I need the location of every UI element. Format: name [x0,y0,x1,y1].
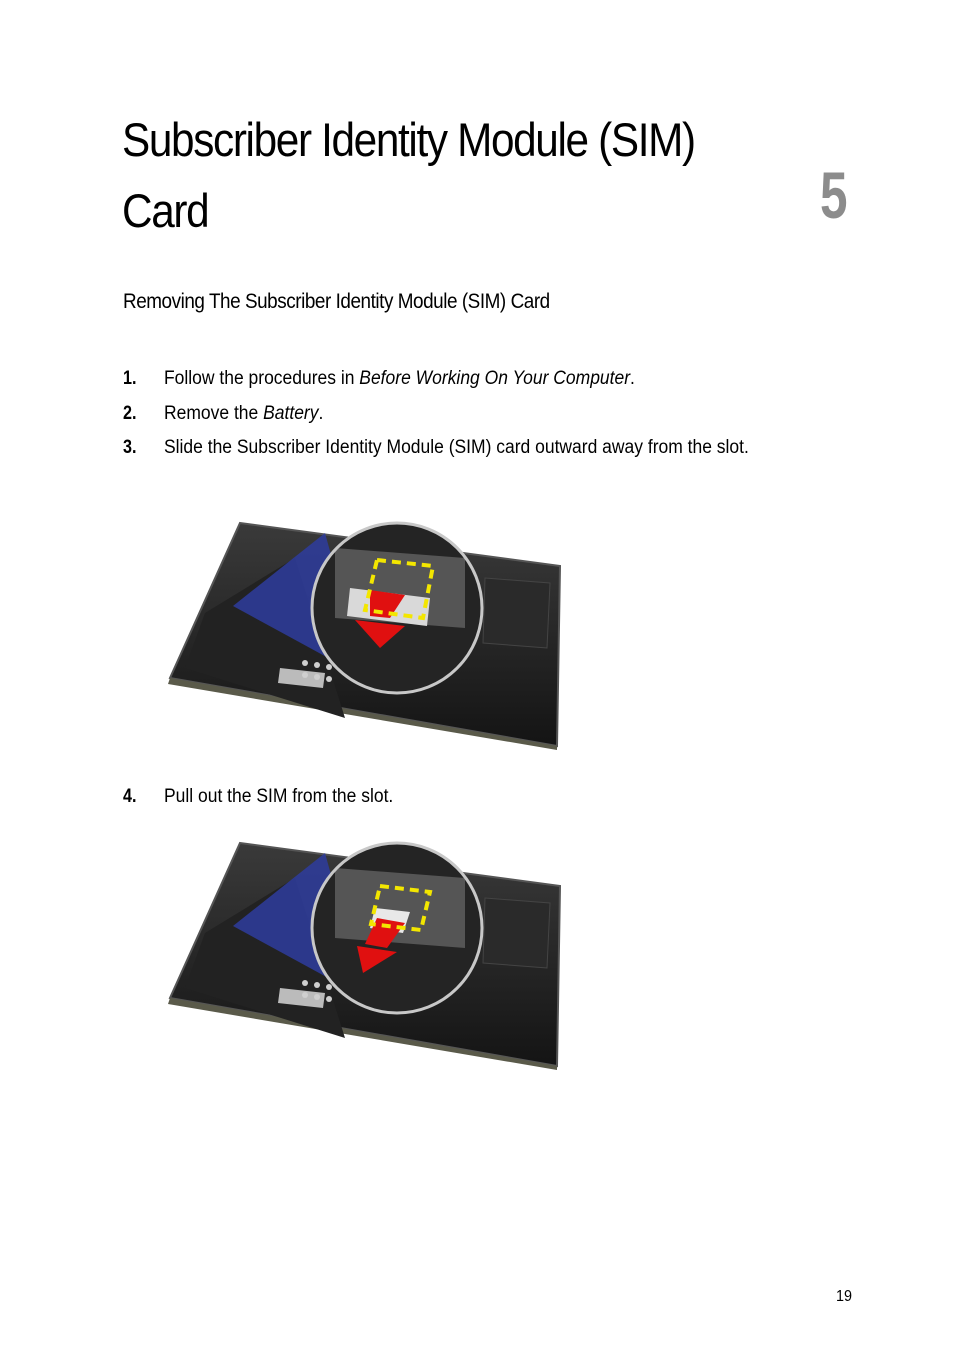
step-text: Follow the procedures in Before Working On Your Computer. [164,368,635,389]
step-text: Pull out the SIM from the slot. [164,786,394,807]
step-number: 3. [123,437,137,458]
step-text: Remove the Battery. [164,403,324,424]
step-number: 2. [123,403,137,424]
step-text: Slide the Subscriber Identity Module (SIM) card outward away from the slot. [164,437,749,458]
step-number: 4. [123,786,137,807]
figure-slide-sim-card [165,518,565,753]
cross-reference-link[interactable]: Battery [263,403,319,424]
chapter-title: Subscriber Identity Module (SIM) Card [122,113,695,237]
step-number: 1. [123,368,137,389]
section-heading: Removing The Subscriber Identity Module (SIM) Card [123,290,550,313]
chapter-number: 5 [820,158,848,232]
page-number: 19 [836,1288,853,1305]
figure-pull-out-sim [165,838,565,1073]
cross-reference-link[interactable]: Before Working On Your Computer [359,368,631,389]
